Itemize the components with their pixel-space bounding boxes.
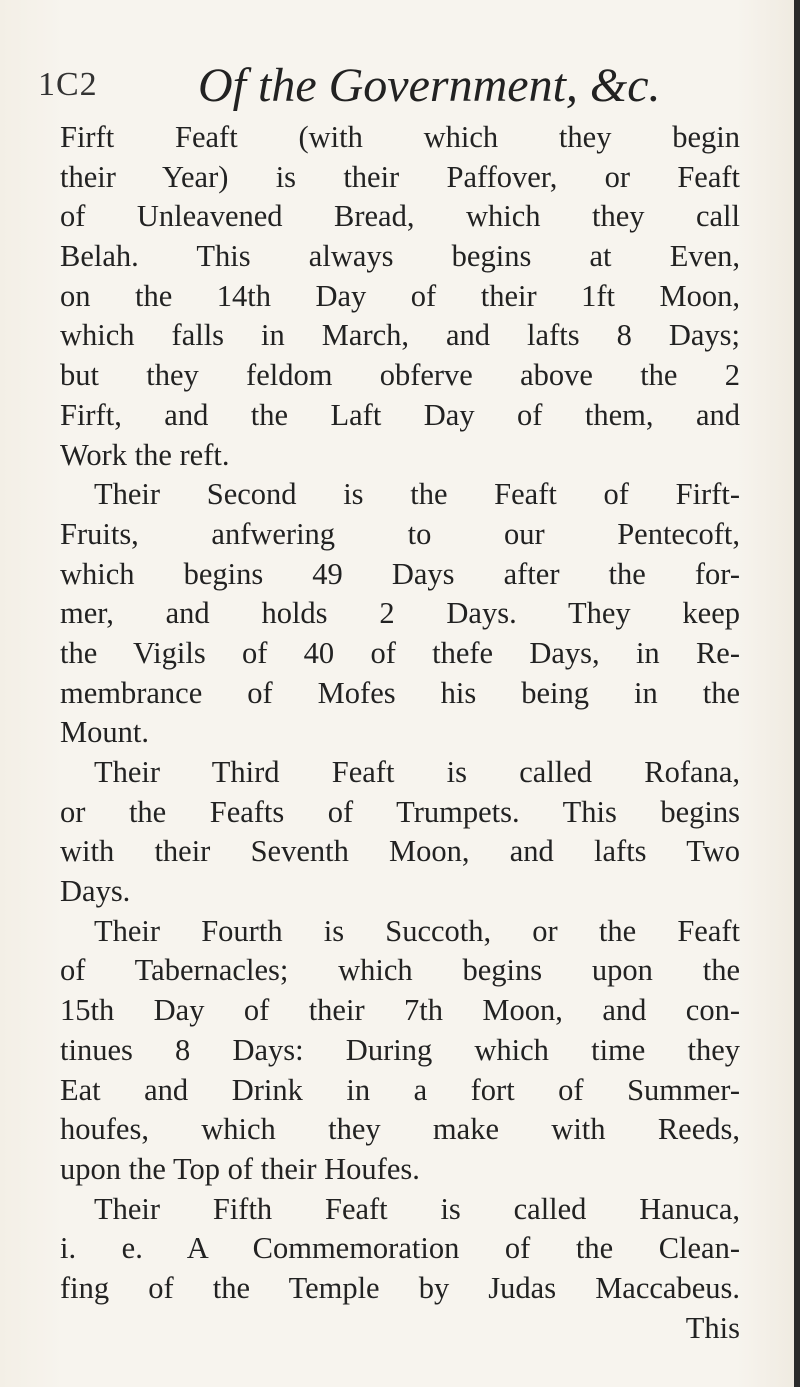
text-line: upon the Top of their Houfes.	[60, 1151, 420, 1186]
text-line: i. e. A Commemoration of the Clean-	[60, 1231, 740, 1266]
page-header	[38, 58, 738, 118]
text-line: Firft Feaft (with which they begin	[60, 120, 740, 154]
text-line: which begins 49 Days after the for-	[60, 556, 740, 591]
text-line: Their Second is the Feaft of Firft-	[94, 477, 740, 512]
text-line: mer, and holds 2 Days. They keep	[60, 596, 740, 631]
page-edge	[794, 0, 800, 1387]
text-line: houfes, which they make with Reeds,	[60, 1112, 740, 1147]
text-line: with their Seventh Moon, and lafts Two	[60, 834, 740, 869]
text-line: but they feldom obferve above the 2	[60, 358, 740, 393]
text-line: Their Third Feaft is called Rofana,	[94, 755, 740, 789]
text-line: Their Fourth is Succoth, or the Feaft	[94, 913, 740, 948]
text-line: their Year) is their Paffover, or Feaft	[60, 159, 740, 194]
text-line: membrance of Mofes his being in the	[60, 675, 740, 710]
text-line: tinues 8 Days: During which time they	[60, 1032, 740, 1067]
text-line: of Unleavened Bread, which they call	[60, 199, 740, 234]
text-line: which falls in March, and lafts 8 Days;	[60, 318, 740, 353]
text-line: 15th Day of their 7th Moon, and con-	[60, 993, 740, 1028]
text-line: of Tabernacles; which begins upon the	[60, 953, 740, 988]
text-line: or the Feafts of Trumpets. This begins	[60, 794, 740, 829]
text-line: the Vigils of 40 of thefe Days, in Re-	[60, 635, 740, 670]
page-number: 1C2	[38, 66, 98, 103]
text-line: Firft, and the Laft Day of them, and	[60, 397, 740, 432]
text-line: Days.	[60, 874, 131, 909]
text-line: Eat and Drink in a fort of Summer-	[60, 1072, 740, 1107]
body-text	[60, 118, 740, 1348]
text-line: Work the reft.	[60, 437, 230, 472]
text-line: Fruits, anfwering to our Pentecoft,	[60, 516, 740, 551]
running-title: Of the Government, &c.	[198, 59, 661, 112]
text-line: Belah. This always begins at Even,	[60, 239, 740, 274]
text-line: Mount.	[60, 715, 149, 750]
text-line: fing of the Temple by Judas Maccabeus.	[60, 1270, 740, 1305]
text-line: Their Fifth Feaft is called Hanuca,	[94, 1191, 740, 1226]
text-line: on the 14th Day of their 1ft Moon,	[60, 278, 740, 313]
catchword: This	[685, 1310, 740, 1345]
